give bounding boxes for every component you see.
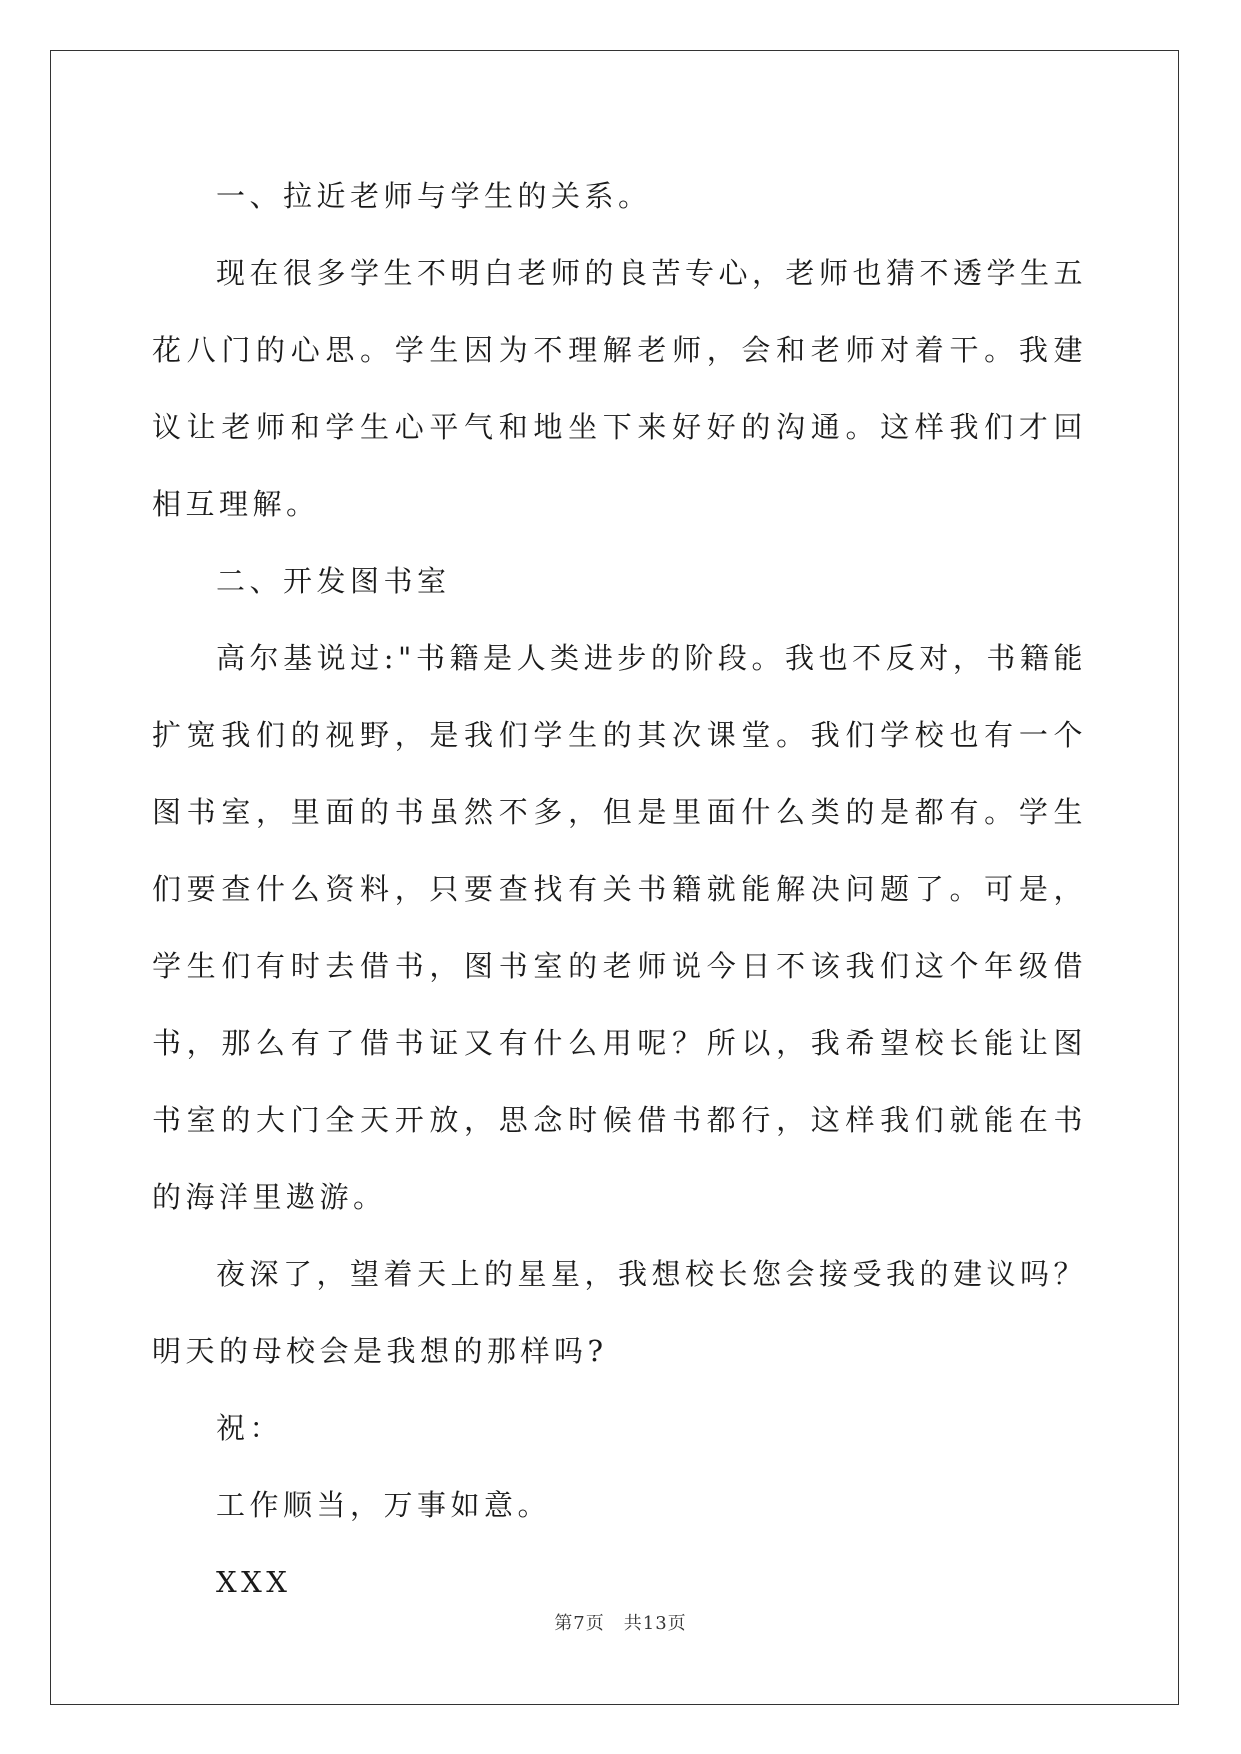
paragraph-library: 高尔基说过:"书籍是人类进步的阶段。我也不反对，书籍能扩宽我们的视野，是我们学生的其次课堂。我们学校也有一个图书室，里面的书虽然不多，但是里面什么类的是都有。学生们要查什么资料，只要查找有关书籍就能解决问题了。可是，学生们有时去借书，图书室的老师说今日不该我们这个年级借书，那么有了借书证又有什么用呢？所以，我希望校长能让图书室的大门全天开放，思念时候借书都行，这样我们就能在书的海洋里遨游。 (152, 641, 1087, 1214)
page-number-footer: 第7页 共13页 (554, 1613, 687, 1634)
document-body (152, 158, 1087, 1621)
signature: XXX (216, 1565, 292, 1599)
paragraph-closing: 夜深了，望着天上的星星，我想校长您会接受我的建议吗？明天的母校会是我想的那样吗? (152, 1257, 1088, 1368)
wishes: 工作顺当，万事如意。 (216, 1488, 552, 1522)
heading-section-one: 一、拉近老师与学生的关系。 (216, 179, 652, 213)
salutation: 祝： (216, 1411, 284, 1445)
heading-section-two: 二、开发图书室 (216, 564, 451, 598)
paragraph-teacher-student: 现在很多学生不明白老师的良苦专心，老师也猜不透学生五花八门的心思。学生因为不理解老师，会和老师对着干。我建议让老师和学生心平气和地坐下来好好的沟通。这样我们才回相互理解。 (152, 256, 1088, 521)
